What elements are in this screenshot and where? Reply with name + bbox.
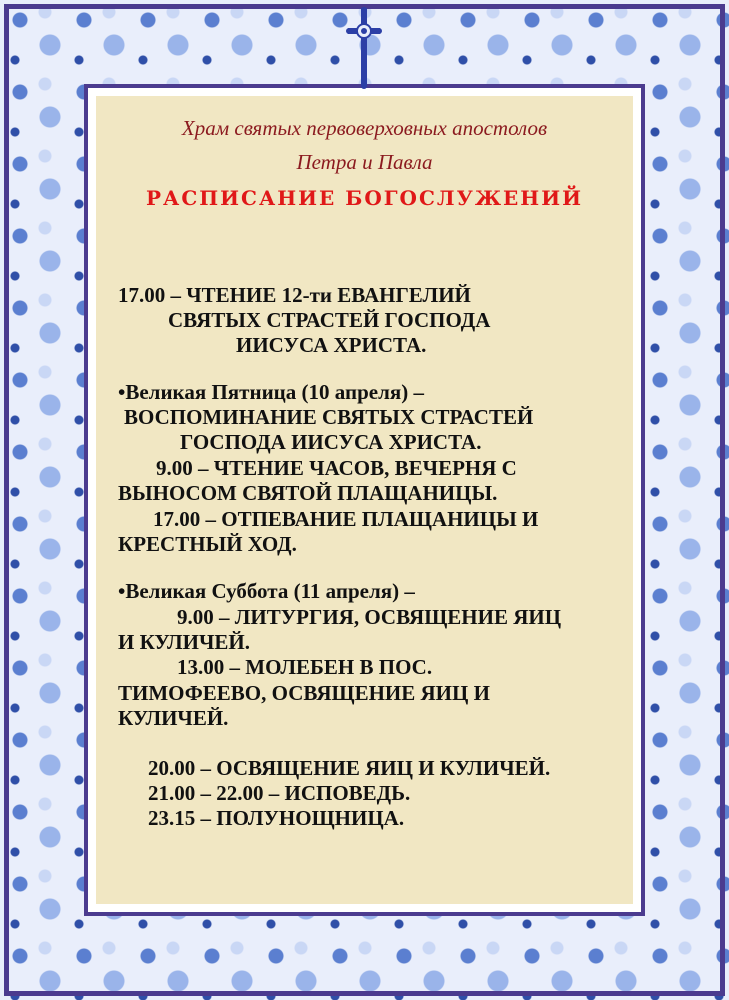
- schedule-line: 21.00 – 22.00 – ИСПОВЕДЬ.: [148, 781, 411, 805]
- church-name-line1: Храм святых первоверховных апостолов: [181, 116, 548, 140]
- schedule-line: 9.00 – ЧТЕНИЕ ЧАСОВ, ВЕЧЕРНЯ С: [156, 456, 517, 480]
- schedule-line: 9.00 – ЛИТУРГИЯ, ОСВЯЩЕНИЕ ЯИЦ: [177, 605, 562, 629]
- schedule-heading: РАСПИСАНИЕ БОГОСЛУЖЕНИЙ: [146, 186, 583, 210]
- schedule-line: 17.00 – ЧТЕНИЕ 12-ти ЕВАНГЕЛИЙ: [118, 283, 471, 307]
- day-heading-saturday: •Великая Суббота (11 апреля) –: [118, 579, 415, 603]
- schedule-line: 17.00 – ОТПЕВАНИЕ ПЛАЩАНИЦЫ И: [153, 507, 539, 531]
- schedule-line: ИИСУСА ХРИСТА.: [236, 333, 427, 357]
- schedule-line: КРЕСТНЫЙ ХОД.: [118, 532, 297, 556]
- schedule-line: ВЫНОСОМ СВЯТОЙ ПЛАЩАНИЦЫ.: [118, 481, 498, 505]
- schedule-line: И КУЛИЧЕЙ.: [118, 630, 251, 654]
- schedule-line: 23.15 – ПОЛУНОЩНИЦА.: [148, 806, 405, 830]
- orthodox-cross-icon: [344, 6, 384, 90]
- day-heading-friday: •Великая Пятница (10 апреля) –: [118, 380, 424, 404]
- schedule-line: СВЯТЫХ СТРАСТЕЙ ГОСПОДА: [168, 308, 491, 332]
- schedule-line: ВОСПОМИНАНИЕ СВЯТЫХ СТРАСТЕЙ: [124, 405, 534, 429]
- church-name-line2: Петра и Павла: [296, 150, 433, 174]
- schedule-line: КУЛИЧЕЙ.: [118, 706, 229, 730]
- schedule-line: 20.00 – ОСВЯЩЕНИЕ ЯИЦ И КУЛИЧЕЙ.: [148, 756, 551, 780]
- schedule-line: 13.00 – МОЛЕБЕН В ПОС.: [177, 655, 433, 679]
- schedule-line: ГОСПОДА ИИСУСА ХРИСТА.: [180, 430, 482, 454]
- schedule-line: ТИМОФЕЕВО, ОСВЯЩЕНИЕ ЯИЦ И: [118, 681, 490, 705]
